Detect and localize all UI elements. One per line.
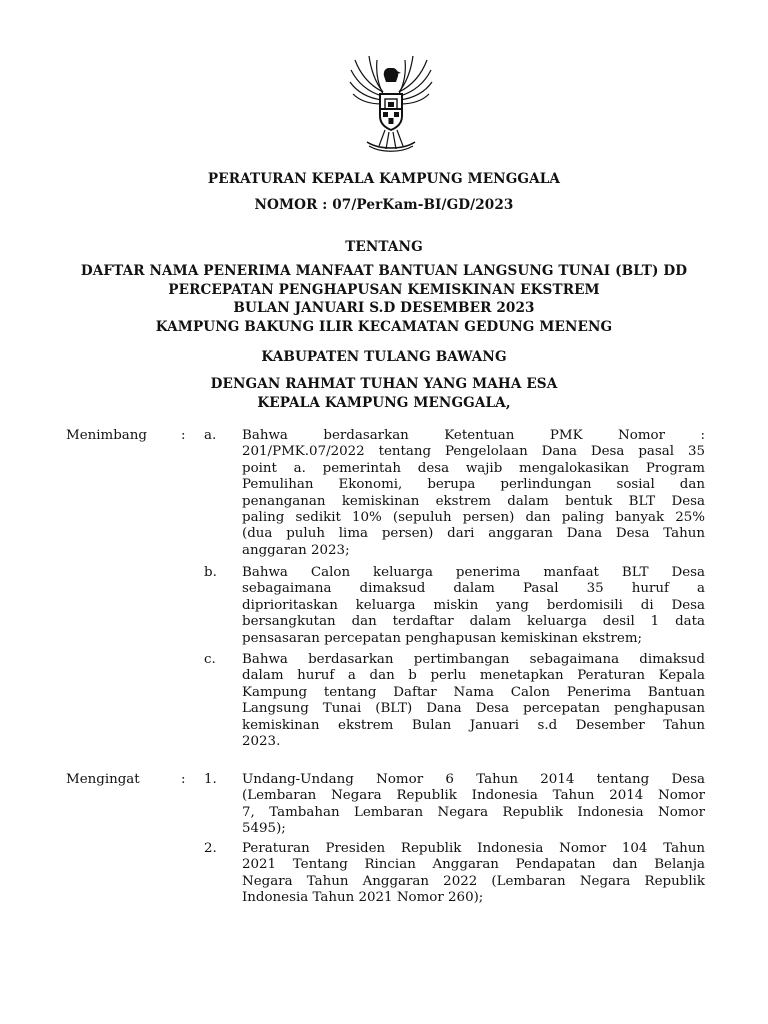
- section-colon: :: [181, 772, 186, 787]
- text-line: kemiskinan ekstrem Bulan Januari s.d Desember Tahun: [242, 717, 705, 733]
- text-line: 201/PMK.07/2022 tentang Pengelolaan Dana Desa pasal 35: [242, 444, 705, 460]
- item-text: [242, 772, 705, 838]
- text-line: (dua puluh lima persen) dari anggaran Dana Desa Tahun: [242, 526, 705, 542]
- text-line: sebagaimana dimaksud dalam Pasal 35 huruf a: [242, 581, 705, 597]
- text-line: anggaran 2023;: [242, 542, 350, 558]
- text-line: Bahwa berdasarkan Ketentuan PMK Nomor :: [242, 428, 705, 443]
- item-marker: 1.: [204, 772, 217, 787]
- section-label: Menimbang: [66, 428, 147, 443]
- text-line: bersangkutan dan terdaftar dalam keluarga desil 1 data: [242, 614, 705, 630]
- item-text: [242, 565, 705, 647]
- document-title: PERATURAN KEPALA KAMPUNG MENGGALA: [207, 171, 561, 187]
- text-line: Indonesia Tahun 2021 Nomor 260);: [242, 890, 484, 906]
- text-line: pensasaran percepatan penghapusan kemiskinan ekstrem;: [242, 630, 643, 646]
- subject-block: [0, 262, 768, 336]
- subject-line: KAMPUNG BAKUNG ILIR KECAMATAN GEDUNG MENENG: [155, 318, 613, 335]
- subject-line: BULAN JANUARI S.D DESEMBER 2023: [233, 300, 535, 316]
- text-line: penanganan kemiskinan ekstrem dalam bentuk BLT Desa: [242, 493, 705, 509]
- item-text: [242, 428, 705, 559]
- text-line: diprioritaskan keluarga miskin yang berdomisili di Desa: [242, 597, 705, 613]
- section-colon: :: [181, 428, 186, 443]
- subject-line: DAFTAR NAMA PENERIMA MANFAAT BANTUAN LANGSUNG TUNAI (BLT) DD: [80, 263, 688, 279]
- text-line: (Lembaran Negara Republik Indonesia Tahun 2014 Nomor: [242, 788, 705, 804]
- subject-line: PERCEPATAN PENGHAPUSAN KEMISKINAN EKSTREM: [168, 281, 600, 298]
- item-marker: c.: [204, 652, 216, 667]
- text-line: 7, Tambahan Lembaran Negara Republik Indonesia Nomor: [242, 804, 705, 820]
- tentang-heading: TENTANG: [345, 239, 423, 255]
- section-label: Mengingat: [66, 772, 140, 787]
- document-number: NOMOR : 07/PerKam-BI/GD/2023: [254, 197, 514, 213]
- text-line: Peraturan Presiden Republik Indonesia Nomor 104 Tahun: [242, 841, 705, 856]
- text-line: Bahwa Calon keluarga penerima manfaat BLT Desa: [242, 565, 705, 580]
- text-line: Negara Tahun Anggaran 2022 (Lembaran Negara Republik: [242, 873, 705, 889]
- item-marker: b.: [204, 565, 217, 580]
- text-line: Kampung tentang Daftar Nama Calon Penerima Bantuan: [242, 684, 705, 700]
- rahmat-line: KEPALA KAMPUNG MENGGALA,: [257, 394, 511, 411]
- rahmat-line: DENGAN RAHMAT TUHAN YANG MAHA ESA: [210, 376, 558, 392]
- text-line: dalam huruf a dan b perlu menetapkan Peraturan Kepala: [242, 668, 705, 684]
- text-line: 2023.: [242, 734, 281, 750]
- text-line: Undang-Undang Nomor 6 Tahun 2014 tentang Desa: [242, 772, 705, 787]
- item-text: [242, 841, 705, 907]
- item-marker: 2.: [204, 841, 217, 856]
- text-line: Pemulihan Ekonomi, berupa perlindungan sosial dan: [242, 477, 705, 493]
- item-text: [242, 652, 705, 750]
- text-line: point a. pemerintah desa wajib mengalokasikan Program: [242, 460, 705, 476]
- item-marker: a.: [204, 428, 217, 443]
- text-line: paling sedikit 10% (sepuluh persen) dan paling banyak 25%: [242, 510, 705, 526]
- text-line: 2021 Tentang Rincian Anggaran Pendapatan dan Belanja: [242, 857, 705, 873]
- text-line: Langsung Tunai (BLT) Dana Desa percepatan penghapusan: [242, 701, 705, 717]
- text-line: 5495);: [242, 821, 286, 837]
- rahmat-block: [0, 375, 768, 412]
- kabupaten-heading: KABUPATEN TULANG BAWANG: [261, 349, 507, 365]
- text-line: Bahwa berdasarkan pertimbangan sebagaimana dimaksud: [242, 652, 705, 667]
- garuda-emblem-icon: [349, 52, 433, 156]
